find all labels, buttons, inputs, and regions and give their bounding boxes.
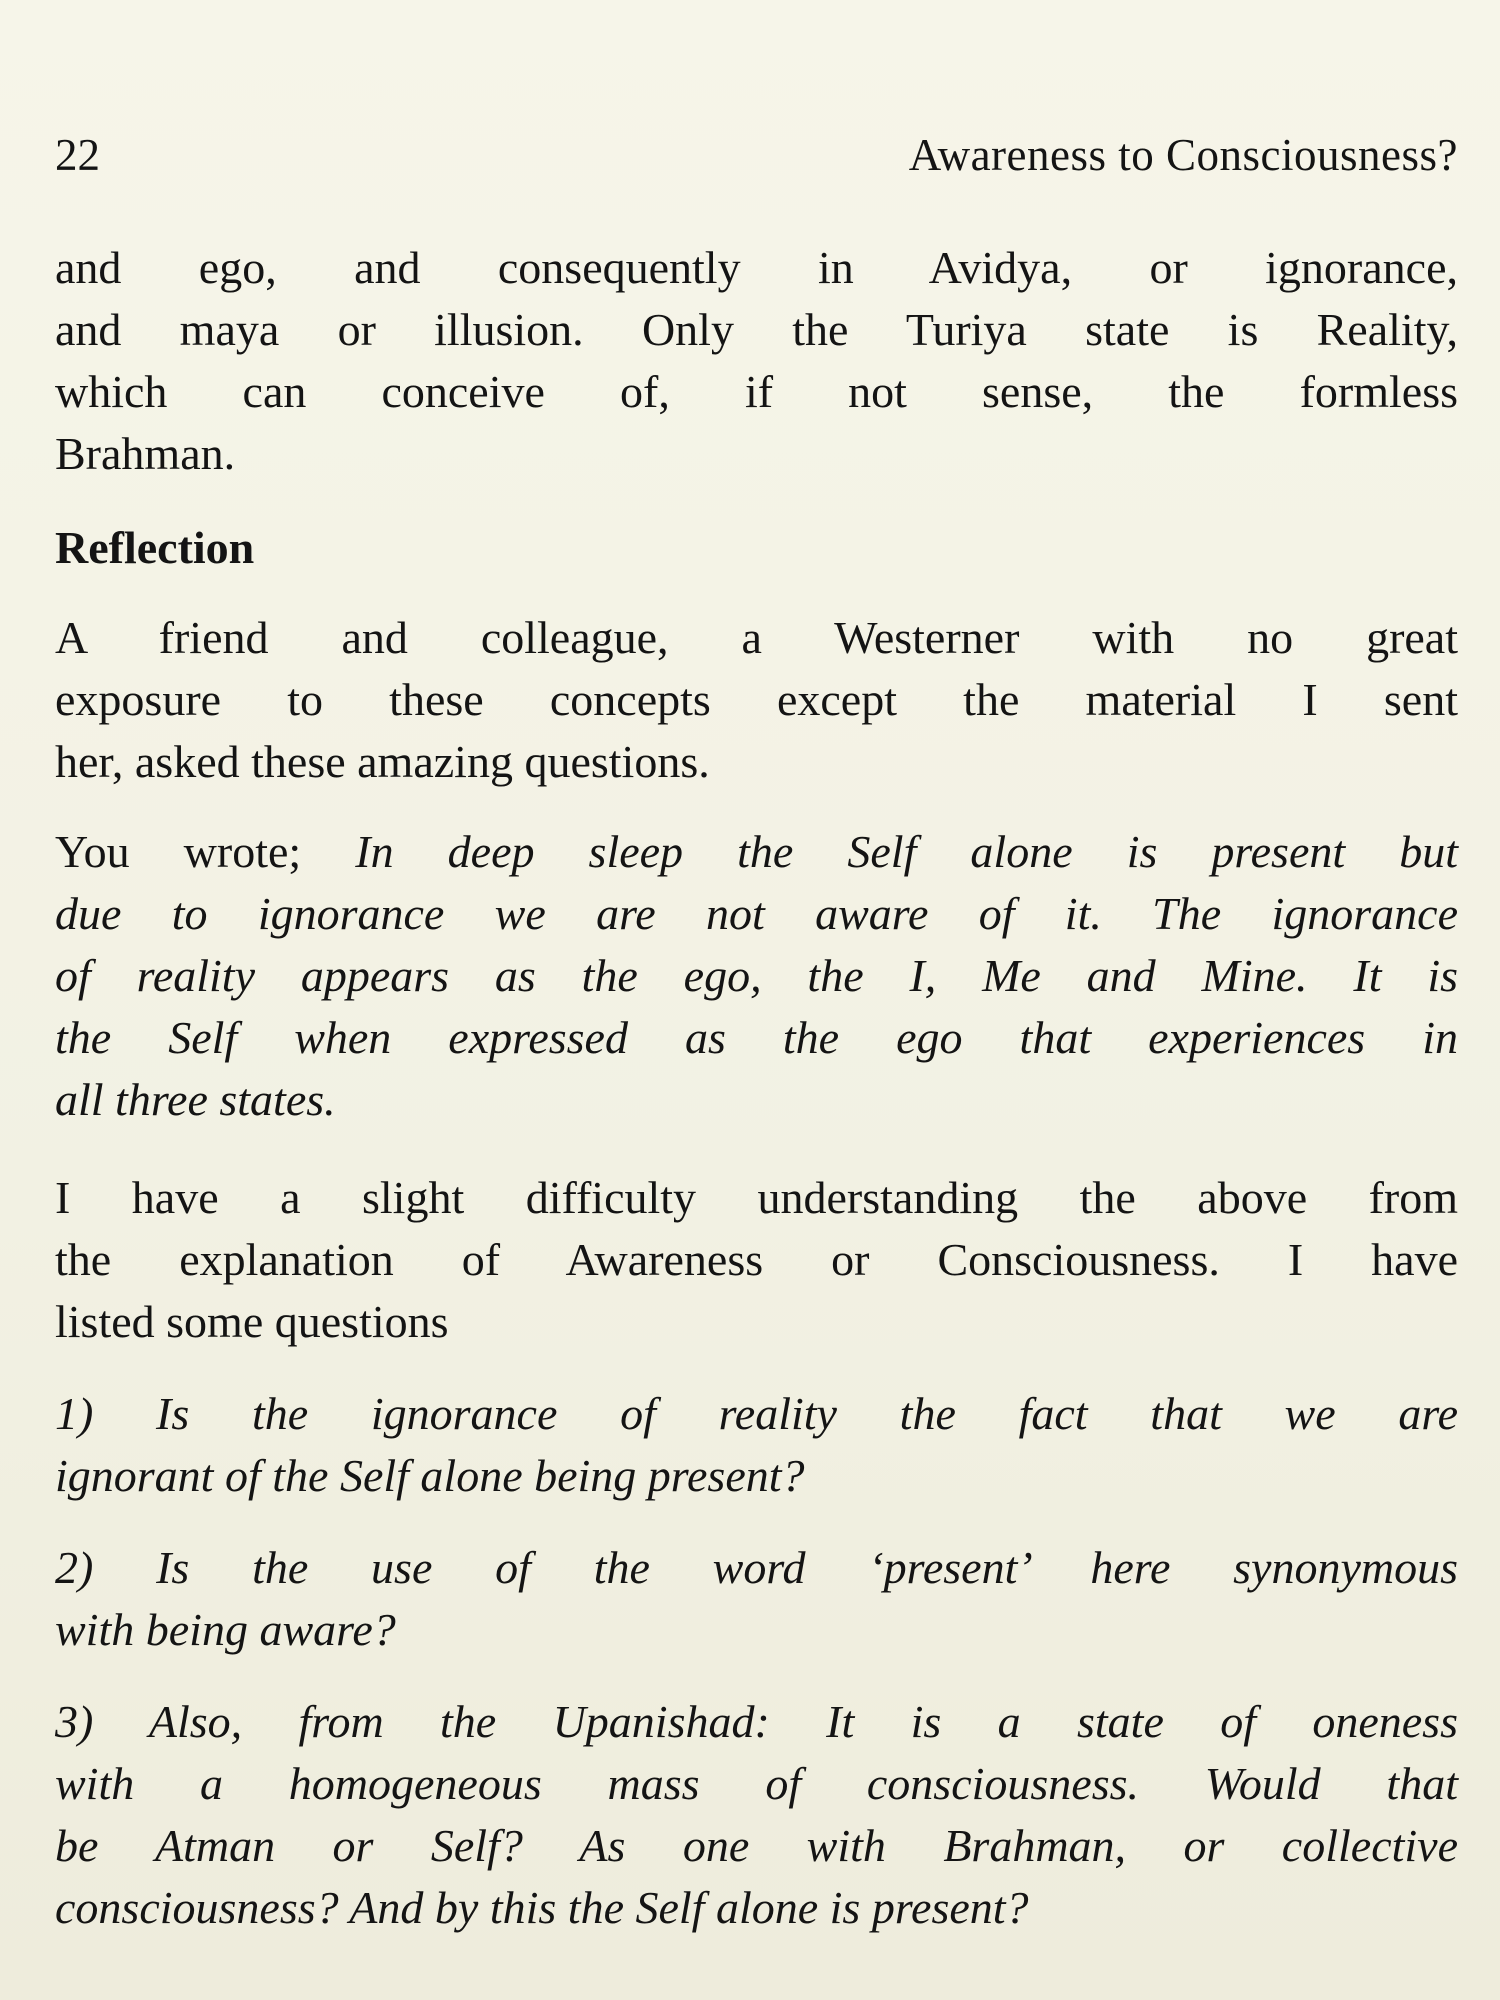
paragraph-line: and maya or illusion. Only the Turiya state is Reality, <box>55 304 1458 355</box>
paragraph-line: and ego, and consequently in Avidya, or ignorance, <box>55 242 1458 293</box>
paragraph-line: listed some questions <box>55 1296 449 1347</box>
paragraph-line: A friend and colleague, a Westerner with no great <box>55 612 1458 663</box>
paragraph-line: exposure to these concepts except the material I sent <box>55 674 1458 725</box>
paragraph-line: I have a slight difficulty understanding the above from <box>55 1172 1458 1223</box>
question-line: ignorant of the Self alone being present? <box>55 1450 805 1501</box>
quoted-line: due to ignorance we are not aware of it. The ignorance <box>55 888 1458 939</box>
question-line: with being aware? <box>55 1604 396 1655</box>
paragraph-line <box>55 822 1458 882</box>
question-line: 2) Is the use of the word ‘present’ here synonymous <box>55 1542 1458 1593</box>
question-line: 1) Is the ignorance of reality the fact that we are <box>55 1388 1458 1439</box>
quoted-line: the Self when expressed as the ego that experiences in <box>55 1012 1458 1063</box>
page-number: 22 <box>55 130 100 180</box>
question-line: consciousness? And by this the Self alone is present? <box>55 1882 1029 1933</box>
quoted-text: In deep sleep the Self alone is present but <box>355 826 1458 877</box>
paragraph-line: Brahman. <box>55 428 236 479</box>
question-line: 3) Also, from the Upanishad: It is a state of oneness <box>55 1696 1458 1747</box>
section-heading: Reflection <box>55 522 255 573</box>
question-line: be Atman or Self? As one with Brahman, or collective <box>55 1820 1458 1871</box>
lead-text: You wrote; <box>55 826 356 877</box>
question-line: with a homogeneous mass of consciousness. Would that <box>55 1758 1458 1809</box>
quoted-line: of reality appears as the ego, the I, Me and Mine. It is <box>55 950 1458 1001</box>
running-title: Awareness to Consciousness? <box>908 130 1458 180</box>
quoted-line: all three states. <box>55 1074 336 1125</box>
paragraph-line: the explanation of Awareness or Consciousness. I have <box>55 1234 1458 1285</box>
paragraph-line: her, asked these amazing questions. <box>55 736 710 787</box>
paragraph-line: which can conceive of, if not sense, the formless <box>55 366 1458 417</box>
